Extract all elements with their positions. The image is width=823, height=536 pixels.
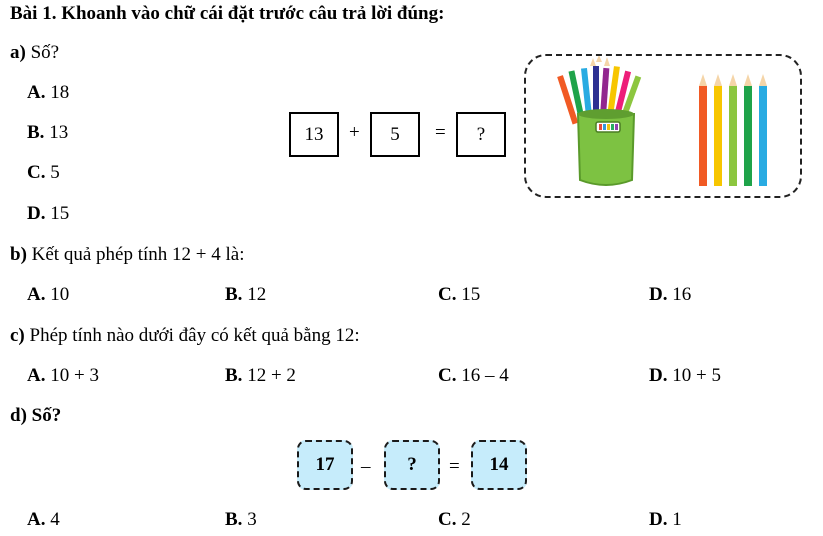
part-c-heading	[10, 324, 360, 348]
part-a-option-d[interactable]: D. 15	[27, 203, 70, 224]
part-b-prompt: Kết quả phép tính 12 + 4 là:	[31, 244, 245, 265]
part-d-prompt: Số?	[31, 405, 62, 426]
equation-d-minus: –	[361, 456, 371, 477]
exercise-instruction: Khoanh vào chữ cái đặt trước câu trả lời đúng:	[61, 3, 445, 24]
part-a-heading	[10, 41, 59, 65]
equation-d-middle-box[interactable]: ?	[384, 440, 440, 490]
part-b-heading	[10, 243, 244, 267]
part-b-option-d[interactable]: D. 16	[649, 284, 692, 305]
equation-d-left-box: 17	[297, 440, 353, 490]
part-a-label: a)	[10, 42, 26, 63]
equation-a-result-box[interactable]: ?	[456, 112, 506, 157]
part-c-option-b[interactable]: B. 12 + 2	[225, 365, 296, 386]
exercise-number: Bài 1.	[10, 3, 57, 24]
part-c-option-c[interactable]: C. 16 – 4	[438, 365, 509, 386]
equation-a-right-box: 5	[370, 112, 420, 157]
part-b-label: b)	[10, 244, 27, 265]
equation-d-equals: =	[449, 456, 460, 477]
part-d-option-d[interactable]: D. 1	[649, 509, 682, 530]
part-c-label: c)	[10, 325, 25, 346]
equation-a-plus: +	[349, 122, 360, 143]
part-a-option-b[interactable]: B. 13	[27, 122, 69, 143]
loose-pencils	[699, 74, 767, 186]
part-d-option-c[interactable]: C. 2	[438, 509, 471, 530]
exercise-title	[10, 2, 444, 26]
part-c-option-a[interactable]: A. 10 + 3	[27, 365, 99, 386]
part-c-option-d[interactable]: D. 10 + 5	[649, 365, 721, 386]
part-b-option-a[interactable]: A. 10	[27, 284, 70, 305]
part-d-option-b[interactable]: B. 3	[225, 509, 257, 530]
pencil-cup-and-pencils-icon	[526, 56, 800, 196]
illustration-frame	[524, 54, 802, 198]
part-d-label: d)	[10, 405, 27, 426]
part-b-option-b[interactable]: B. 12	[225, 284, 267, 305]
part-a-prompt: Số?	[30, 42, 60, 63]
part-a-option-a[interactable]: A. 18	[27, 82, 70, 103]
equation-a-left-box: 13	[289, 112, 339, 157]
part-b-option-c[interactable]: C. 15	[438, 284, 481, 305]
part-d-heading	[10, 404, 61, 428]
part-c-prompt: Phép tính nào dưới đây có kết quả bằng 12:	[29, 325, 360, 346]
equation-d-result-box: 14	[471, 440, 527, 490]
equation-a-equals: =	[435, 122, 446, 143]
part-d-option-a[interactable]: A. 4	[27, 509, 60, 530]
part-a-option-c[interactable]: C. 5	[27, 162, 60, 183]
